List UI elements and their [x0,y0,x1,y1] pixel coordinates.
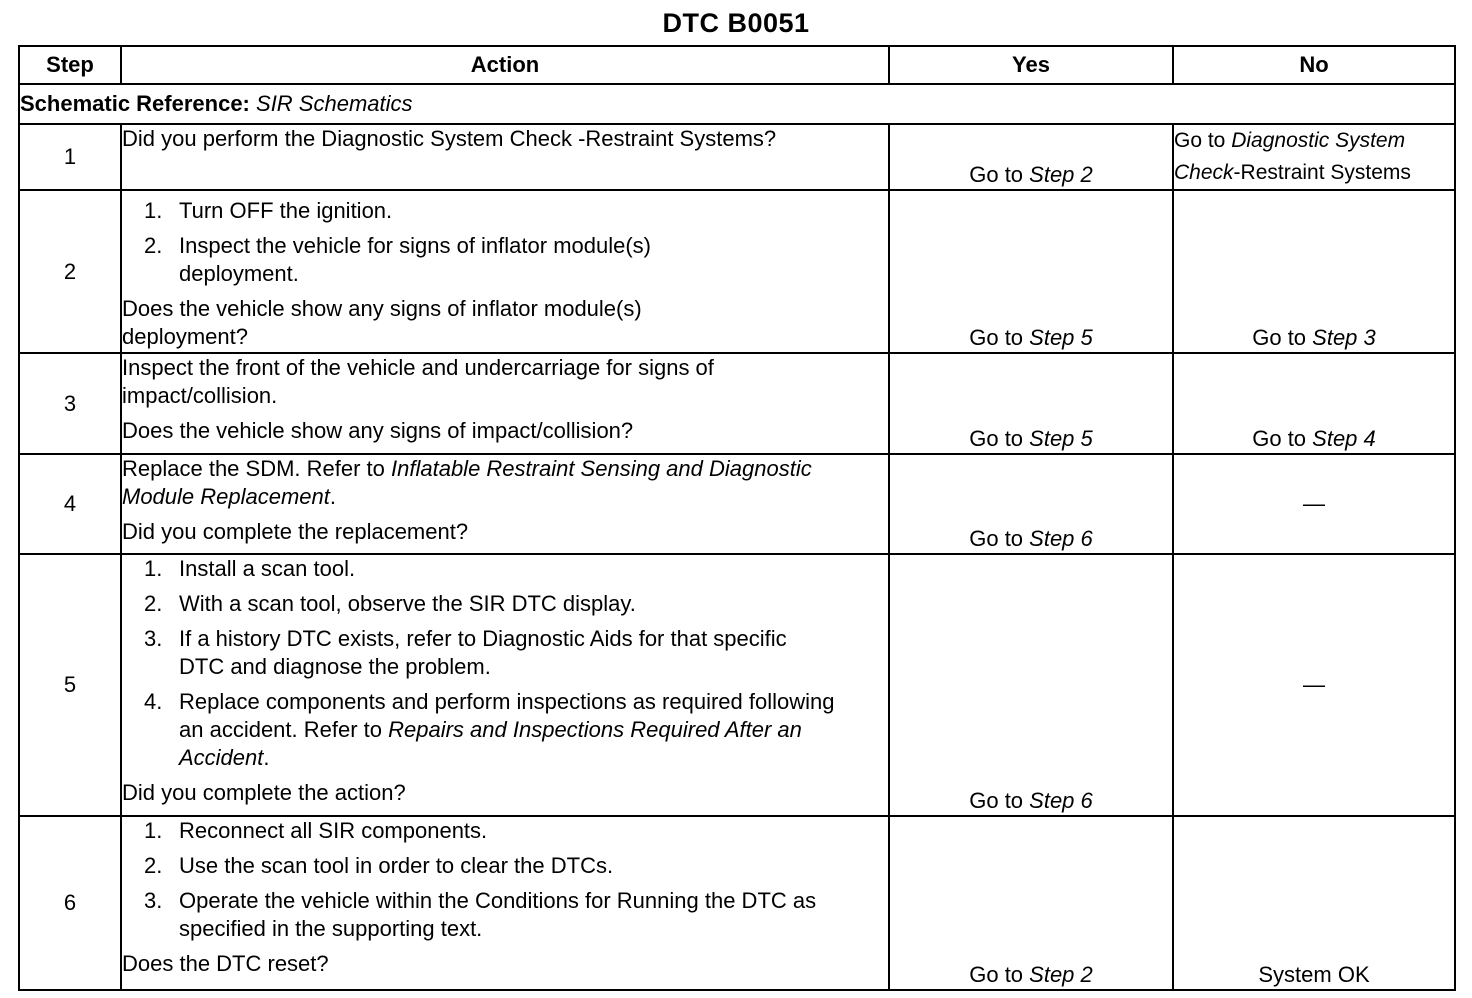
list-item [122,852,888,880]
no-suffix: -Restraint Systems [1233,161,1411,184]
yes-prefix: Go to [969,526,1030,551]
table-row [19,554,1455,816]
action-cell [121,124,889,190]
action-cell [121,454,889,554]
document-title: DTC B0051 [662,8,810,38]
yes-cell [889,554,1173,816]
step-number: 4 [19,454,121,554]
no-cell: System OK [1173,816,1455,990]
list-item [122,887,859,943]
item-text: If a history DTC exists, refer to Diagnostic Aids for that specific DTC and diagnose the problem. [179,626,787,679]
no-line-1 [1174,125,1454,157]
yes-cell [889,353,1173,454]
yes-step-link[interactable]: Step 5 [1029,325,1093,350]
item-text: Install a scan tool. [179,556,356,581]
reference-link[interactable]: Repairs and Inspections Required After an Accident [179,717,802,770]
item-number: 2. [144,233,163,258]
schematic-link[interactable]: SIR Schematics [256,91,413,116]
header-no: No [1173,46,1455,84]
item-number: 2. [144,853,163,878]
action-question: Did you complete the action? [122,780,406,805]
item-number: 1. [144,556,163,581]
schematic-reference [19,84,1455,124]
item-text: Turn OFF the ignition. [179,198,393,223]
action-question: Does the DTC reset? [122,951,329,976]
yes-prefix: Go to [969,788,1030,813]
no-prefix: Go to [1174,129,1232,152]
list-item [122,817,888,845]
step-number: 6 [19,816,121,990]
list-item [122,625,809,681]
yes-cell [889,454,1173,554]
yes-step-link[interactable]: Step 2 [1029,962,1093,987]
yes-step-link[interactable]: Step 6 [1029,788,1093,813]
action-instruction [122,455,812,511]
action-steps [122,817,888,943]
no-prefix: Go to [1252,426,1313,451]
list-item [122,197,888,225]
item-number: 2. [144,591,163,616]
no-cell: — [1173,554,1455,816]
item-number: 4. [144,689,163,714]
item-text: Operate the vehicle within the Conditions for Running the DTC as specified in the supporting text. [179,888,817,941]
action-instruction: Inspect the front of the vehicle and undercarriage for signs of impact/collision. [122,355,714,408]
item-number: 1. [144,198,163,223]
item-number: 3. [144,888,163,913]
no-line-2 [1174,157,1454,189]
no-step-link[interactable]: Step 3 [1312,325,1376,350]
schematic-label: Schematic Reference: [20,91,250,116]
item-number: 1. [144,818,163,843]
table-row [19,353,1455,454]
item-suffix: . [263,745,270,770]
yes-prefix: Go to [969,325,1030,350]
header-yes: Yes [889,46,1173,84]
yes-prefix: Go to [969,162,1030,187]
action-question: Does the vehicle show any signs of impact/collision? [122,418,634,443]
list-item [122,232,739,288]
action-cell [121,190,889,353]
item-text: Reconnect all SIR components. [179,818,488,843]
header-step: Step [19,46,121,84]
action-steps [122,555,888,772]
yes-cell [889,124,1173,190]
action-question: Does the vehicle show any signs of inflator module(s) deployment? [122,296,642,349]
action-question: Did you perform the Diagnostic System Check -Restraint Systems? [122,126,777,151]
yes-prefix: Go to [969,962,1030,987]
table-row [19,124,1455,190]
yes-step-link[interactable]: Step 6 [1029,526,1093,551]
no-link-part-1[interactable]: Diagnostic System [1231,129,1406,152]
action-cell [121,353,889,454]
instruction-text: Replace the SDM. Refer to [122,456,392,481]
list-item [122,555,888,583]
no-cell: — [1173,454,1455,554]
action-cell [121,554,889,816]
item-text: Replace components and perform inspections as required following an accident. Refer to [179,689,835,742]
item-number: 3. [144,626,163,651]
step-number: 5 [19,554,121,816]
item-text: With a scan tool, observe the SIR DTC display. [179,591,636,616]
instruction-suffix: . [329,484,337,509]
step-number: 2 [19,190,121,353]
step-number: 1 [19,124,121,190]
no-step-link[interactable]: Step 4 [1312,426,1376,451]
action-steps [122,197,888,288]
table-row [19,190,1455,353]
no-prefix: Go to [1252,325,1313,350]
yes-step-link[interactable]: Step 2 [1029,162,1093,187]
schematic-row [19,84,1455,124]
action-question: Did you complete the replacement? [122,519,469,544]
reference-link[interactable]: Inflatable Restraint Sensing and Diagnostic Module Replacement [122,456,812,509]
item-text: Use the scan tool in order to clear the DTCs. [179,853,614,878]
table-row [19,454,1455,554]
yes-cell [889,816,1173,990]
yes-prefix: Go to [969,426,1030,451]
diagnostic-table [18,45,1456,991]
action-cell [121,816,889,990]
step-number: 3 [19,353,121,454]
header-action: Action [121,46,889,84]
item-text: Inspect the vehicle for signs of inflator module(s) deployment. [179,233,652,286]
table-row [19,816,1455,990]
list-item [122,688,839,772]
no-cell [1173,353,1455,454]
no-link-part-2[interactable]: Check [1174,161,1234,184]
no-cell [1173,190,1455,353]
header-row [19,46,1455,84]
no-cell [1173,124,1455,190]
yes-step-link[interactable]: Step 5 [1029,426,1093,451]
list-item [122,590,888,618]
yes-cell [889,190,1173,353]
